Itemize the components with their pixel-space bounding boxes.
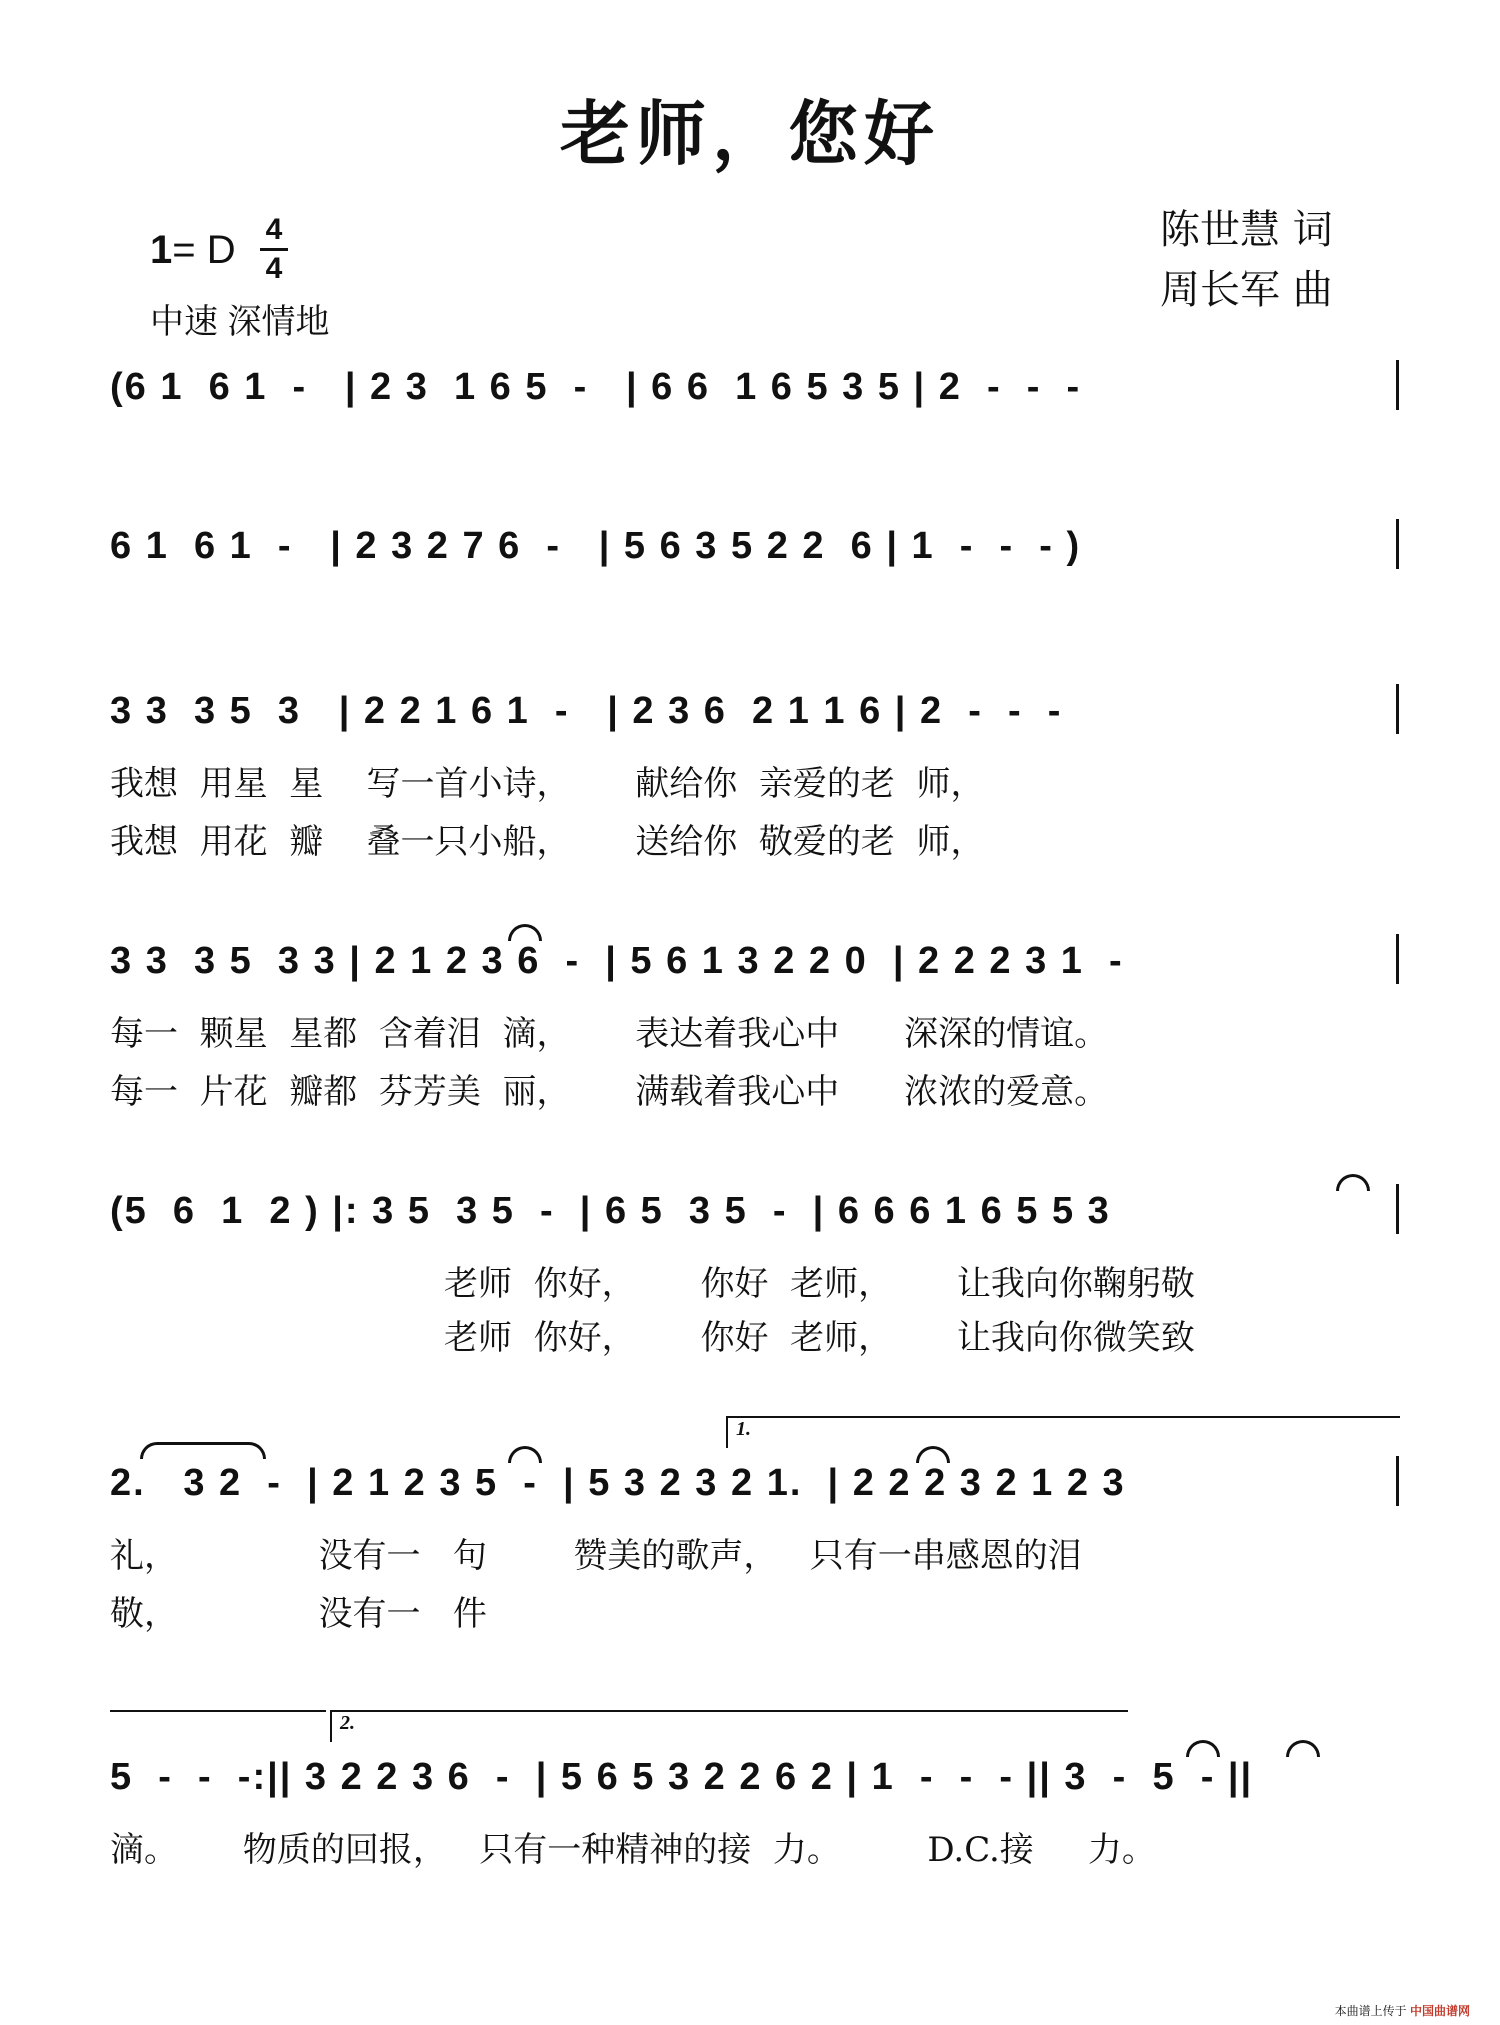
notation-line: 5 - - -:|| 3 2 2 3 6 - | 5 6 5 3 2 2 6 2 | 1 - - - || 3 - 5 - || — [110, 1756, 1254, 1798]
lyric-line-1: 每一 颗星 星都 含着泪 滴， 表达着我心中 深深的情谊。 — [110, 1014, 1109, 1054]
notation-line: 3 3 3 5 3 | 2 2 1 6 1 - | 2 3 6 2 1 1 6 | 2 - - - — [110, 690, 1063, 732]
tie-mark — [916, 1446, 950, 1463]
notation-line: 2. 3 2 - | 2 1 2 3 5 - | 5 3 2 3 2 1. | 2 2 2 3 2 1 2 3 — [110, 1462, 1126, 1504]
second-ending-bracket: 2. — [330, 1710, 1128, 1742]
first-ending-bracket: 1. — [726, 1416, 1400, 1448]
bar-line — [1396, 684, 1399, 734]
notation-line: 3 3 3 5 3 3 | 2 1 2 3 6 - | 5 6 1 3 2 2 0 | 2 2 2 3 1 - — [110, 940, 1124, 982]
notation-line: (6 1 6 1 - | 2 3 1 6 5 - | 6 6 1 6 5 3 5 | 2 - - - — [110, 366, 1082, 408]
footer-watermark: 本曲谱上传于 中国曲谱网 — [1334, 2004, 1470, 2018]
key-signature: 1= D — [150, 228, 236, 272]
tie-mark — [508, 924, 542, 941]
lyricist-credit: 陈世慧 词 — [1160, 207, 1333, 253]
time-signature: 4 4 — [260, 214, 288, 285]
bar-line — [1396, 360, 1399, 410]
lyric-line-2: 老师 你好， 你好 老师， 让我向你微笑致 — [444, 1318, 1195, 1358]
composer-credit: 周长军 曲 — [1160, 267, 1333, 313]
ending-line — [110, 1710, 326, 1712]
bar-line — [1396, 1456, 1399, 1506]
lyric-line-1: 老师 你好， 你好 老师， 让我向你鞠躬敬 — [444, 1264, 1195, 1304]
tie-mark — [508, 1446, 542, 1463]
notation-line: (5 6 1 2 ) |: 3 5 3 5 - | 6 5 3 5 - | 6 6 6 1 6 5 5 3 — [110, 1190, 1111, 1232]
lyric-line-2: 敬， 没有一 件 — [110, 1594, 487, 1634]
bar-line — [1396, 934, 1399, 984]
fermata-mark — [1286, 1740, 1320, 1757]
credits — [1160, 200, 1333, 320]
lyric-line-2: 每一 片花 瓣都 芬芳美 丽， 满载着我心中 浓浓的爱意。 — [110, 1072, 1109, 1112]
lyric-line-1: 滴。 物质的回报， 只有一种精神的接 力。 D.C.接 力。 — [110, 1830, 1156, 1870]
lyric-line-2: 我想 用花 瓣 叠一只小船， 送给你 敬爱的老 师， — [110, 822, 985, 862]
bar-line — [1396, 1184, 1399, 1234]
lyric-line-1: 礼， 没有一 句 赞美的歌声， 只有一串感恩的泪 — [110, 1536, 1082, 1576]
tempo-marking: 中速 深情地 — [150, 303, 330, 341]
notation-line: 6 1 6 1 - | 2 3 2 7 6 - | 5 6 3 5 2 2 6 | 1 - - - ) — [110, 525, 1082, 567]
tie-mark — [140, 1442, 266, 1459]
site-logo-text: 中国曲谱网 — [1409, 2004, 1470, 2018]
fermata-mark — [1186, 1740, 1220, 1757]
tie-mark — [1336, 1174, 1370, 1191]
lyric-line-1: 我想 用星 星 写一首小诗， 献给你 亲爱的老 师， — [110, 764, 985, 804]
bar-line — [1396, 519, 1399, 569]
song-title: 老师，您好 — [560, 92, 940, 175]
